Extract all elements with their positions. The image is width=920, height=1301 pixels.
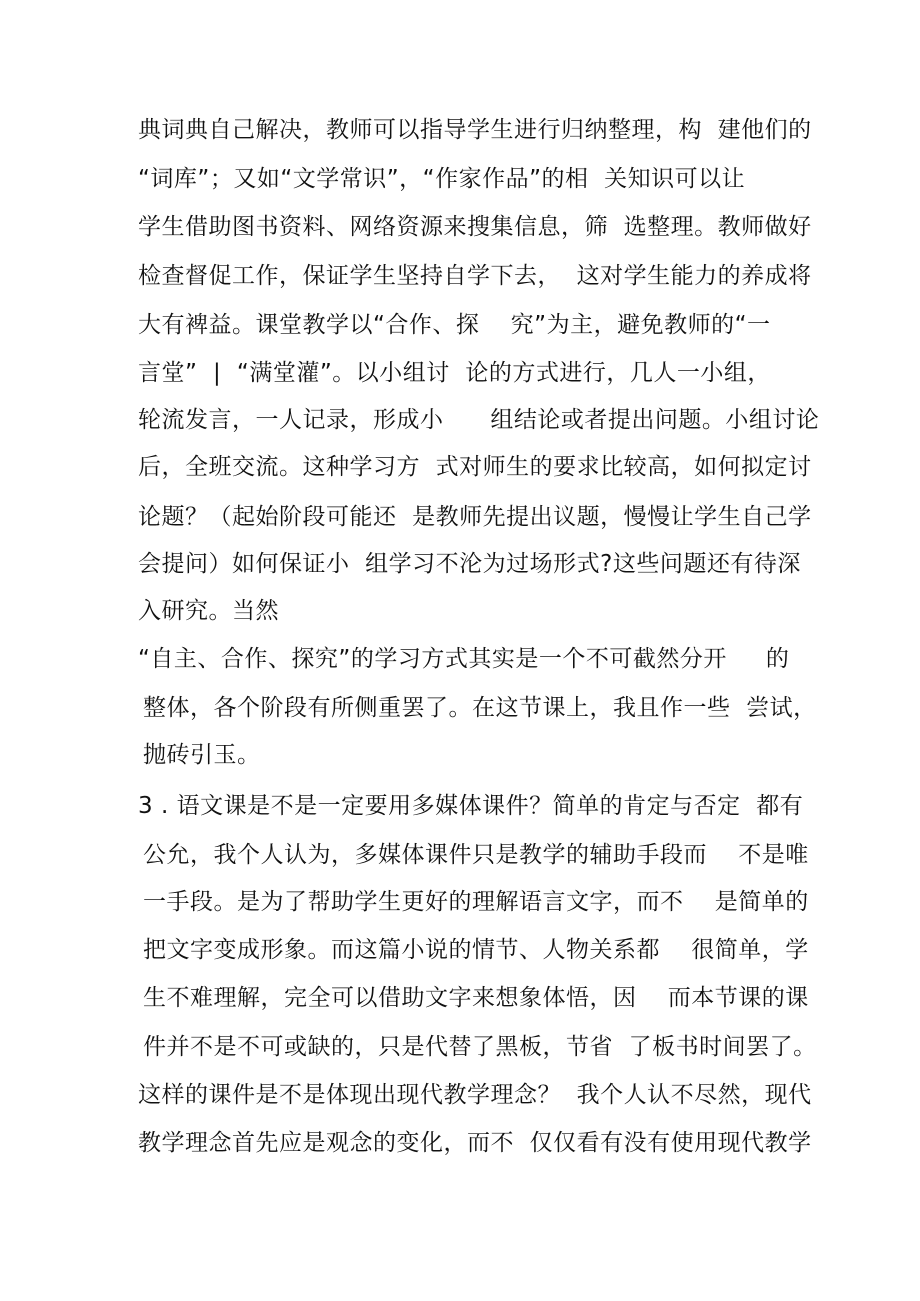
text-line: 轮流发言，一人记录，形成小 组结论或者提出问题。小组讨论	[138, 407, 820, 433]
text-line: 言堂” | “满堂灌”。以小组讨 论的方式进行，几人一小组，	[138, 360, 771, 386]
text-line: 典词典自己解决，教师可以指导学生进行归纳整理，构 建他们的	[138, 117, 812, 143]
text-line: 论题？（起始阶段可能还 是教师先提出议题，慢慢让学生自己学	[138, 504, 812, 530]
text-line: 一手段。是为了帮助学生更好的理解语言文字，而不 是简单的	[143, 889, 809, 915]
text-line: 把文字变成形象。而这篇小说的情节、人物关系都 很简单，学	[143, 937, 809, 963]
text-line: 检查督促工作，保证学生坚持自学下去， 这对学生能力的养成将	[138, 263, 812, 289]
text-line: 3 . 语文课是不是一定要用多媒体课件？简单的肯定与否定 都有	[138, 793, 804, 819]
text-line: 生不难理解，完全可以借助文字来想象体悟，因 而本节课的课	[143, 985, 809, 1011]
text-line: 学生借助图书资料、网络资源来搜集信息，筛 选整理。教师做好	[138, 214, 812, 240]
text-line: 件并不是不可或缺的，只是代替了黑板，节省 了板书时间罢了。	[143, 1034, 817, 1060]
text-line: “词库”；又如“文学常识”，“作家作品”的相 关知识可以让	[138, 166, 746, 192]
text-line: 抛砖引玉。	[143, 742, 261, 768]
text-line: 这样的课件是不是体现出现代教学理念？ 我个人认不尽然，现代	[138, 1082, 812, 1108]
text-line: 入研究。当然	[138, 598, 279, 624]
text-line: “自主、合作、探究”的学习方式其实是一个不可截然分开 的	[138, 646, 790, 672]
text-line: 教学理念首先应是观念的变化，而不 仅仅看有没有使用现代教学	[138, 1130, 812, 1156]
text-line: 公允，我个人认为，多媒体课件只是教学的辅助手段而 不是唯	[143, 842, 809, 868]
text-line: 大有裨益。课堂教学以“合作、探 究”为主，避免教师的“一	[138, 312, 771, 338]
text-line: 整体，各个阶段有所侧重罢了。在这节课上，我且作一些 尝试，	[143, 695, 817, 721]
text-line: 会提问）如何保证小 组学习不沦为过场形式?这些问题还有待深	[138, 551, 801, 577]
text-line: 后，全班交流。这种学习方 式对师生的要求比较高，如何拟定讨	[138, 454, 812, 480]
